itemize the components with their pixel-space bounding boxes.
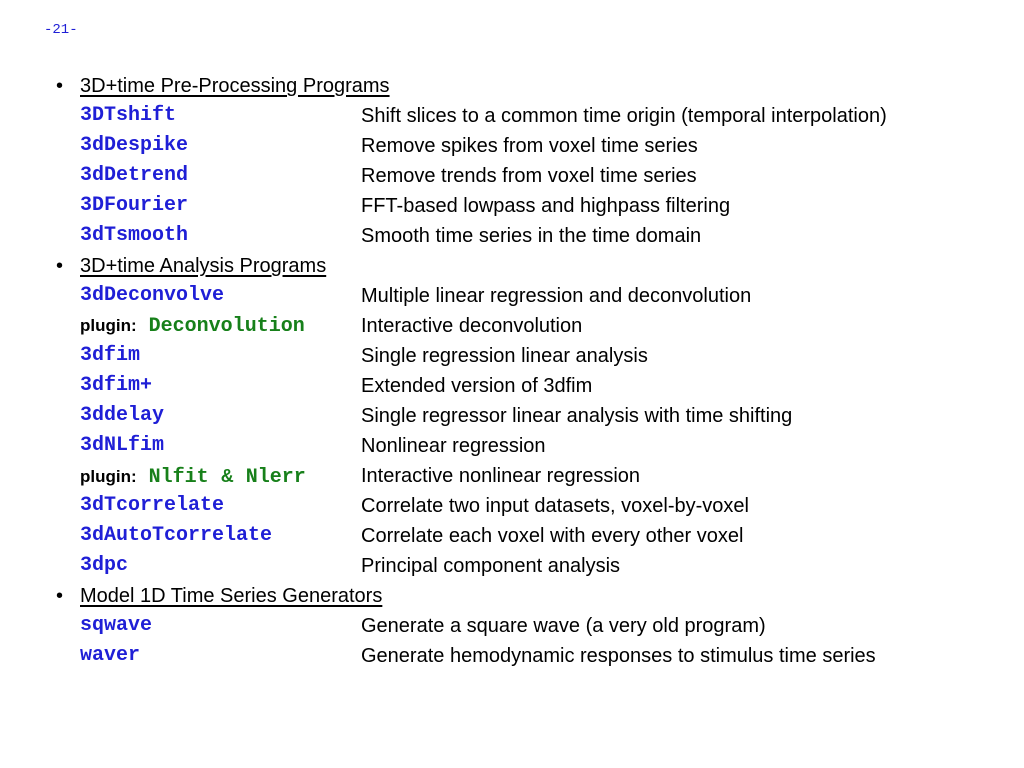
program-row — [56, 221, 996, 251]
program-row — [56, 641, 996, 671]
program-name: 3DTshift — [80, 104, 177, 127]
program-description: Remove spikes from voxel time series — [361, 135, 698, 157]
program-name: 3dDeconvolve — [80, 284, 225, 307]
program-row — [56, 191, 996, 221]
section-analysis — [56, 251, 996, 581]
program-name: 3dfim+ — [80, 374, 153, 397]
plugin-joiner: & — [220, 466, 234, 486]
program-description: Principal component analysis — [361, 555, 621, 577]
program-name: 3dTsmooth — [80, 224, 189, 247]
program-row — [56, 551, 996, 581]
plugin-row — [56, 311, 996, 341]
program-row — [56, 611, 996, 641]
section-heading — [56, 251, 996, 281]
bullet-icon: • — [56, 75, 64, 97]
program-name: 3dTcorrelate — [80, 494, 225, 517]
program-description: Smooth time series in the time domain — [361, 225, 702, 247]
program-description: Single regressor linear analysis with time shifting — [361, 405, 793, 427]
program-description: Correlate each voxel with every other voxel — [361, 525, 744, 547]
program-description: Generate hemodynamic responses to stimulus time series — [361, 645, 876, 667]
program-name: 3dfim — [80, 344, 141, 367]
section-heading-text: Model 1D Time Series Generators — [80, 585, 383, 607]
section-heading — [56, 71, 996, 101]
program-description: Nonlinear regression — [361, 435, 546, 457]
program-row — [56, 131, 996, 161]
bullet-icon: • — [56, 255, 64, 277]
program-row — [56, 491, 996, 521]
program-description: FFT-based lowpass and highpass filtering — [361, 195, 731, 217]
program-name: 3dNLfim — [80, 434, 165, 457]
program-row — [56, 101, 996, 131]
program-row — [56, 281, 996, 311]
program-row — [56, 371, 996, 401]
program-row — [56, 161, 996, 191]
program-name: sqwave — [80, 614, 153, 637]
program-name: 3dpc — [80, 554, 129, 577]
plugin-name: Nlfit — [148, 466, 209, 489]
plugin-prefix: plugin: — [80, 467, 137, 486]
program-description: Interactive deconvolution — [361, 315, 583, 337]
plugin-name: Nlerr — [245, 466, 306, 489]
program-name: 3dDespike — [80, 134, 189, 157]
program-description: Remove trends from voxel time series — [361, 165, 697, 187]
program-row — [56, 401, 996, 431]
program-name: waver — [80, 644, 141, 667]
program-list — [56, 71, 996, 671]
plugin-label — [80, 461, 306, 493]
page-number: -21- — [44, 22, 78, 38]
program-name: 3dDetrend — [80, 164, 189, 187]
program-description: Extended version of 3dfim — [361, 375, 593, 397]
program-name: 3ddelay — [80, 404, 165, 427]
program-row — [56, 341, 996, 371]
plugin-name: Deconvolution — [148, 315, 305, 338]
program-name: 3DFourier — [80, 194, 189, 217]
section-heading — [56, 581, 996, 611]
section-generators — [56, 581, 996, 671]
program-description: Correlate two input datasets, voxel-by-voxel — [361, 495, 749, 517]
program-description: Generate a square wave (a very old program) — [361, 615, 766, 637]
bullet-icon: • — [56, 585, 64, 607]
program-description: Single regression linear analysis — [361, 345, 648, 367]
plugin-prefix: plugin: — [80, 316, 137, 335]
program-description: Multiple linear regression and deconvolution — [361, 285, 752, 307]
program-row — [56, 521, 996, 551]
program-description: Interactive nonlinear regression — [361, 465, 641, 487]
program-row — [56, 431, 996, 461]
plugin-row — [56, 461, 996, 491]
section-preprocessing — [56, 71, 996, 251]
section-heading-text: 3D+time Analysis Programs — [80, 255, 327, 277]
section-heading-text: 3D+time Pre-Processing Programs — [80, 75, 390, 97]
program-name: 3dAutoTcorrelate — [80, 524, 273, 547]
plugin-label — [80, 311, 305, 342]
program-description: Shift slices to a common time origin (temporal interpolation) — [361, 105, 887, 127]
